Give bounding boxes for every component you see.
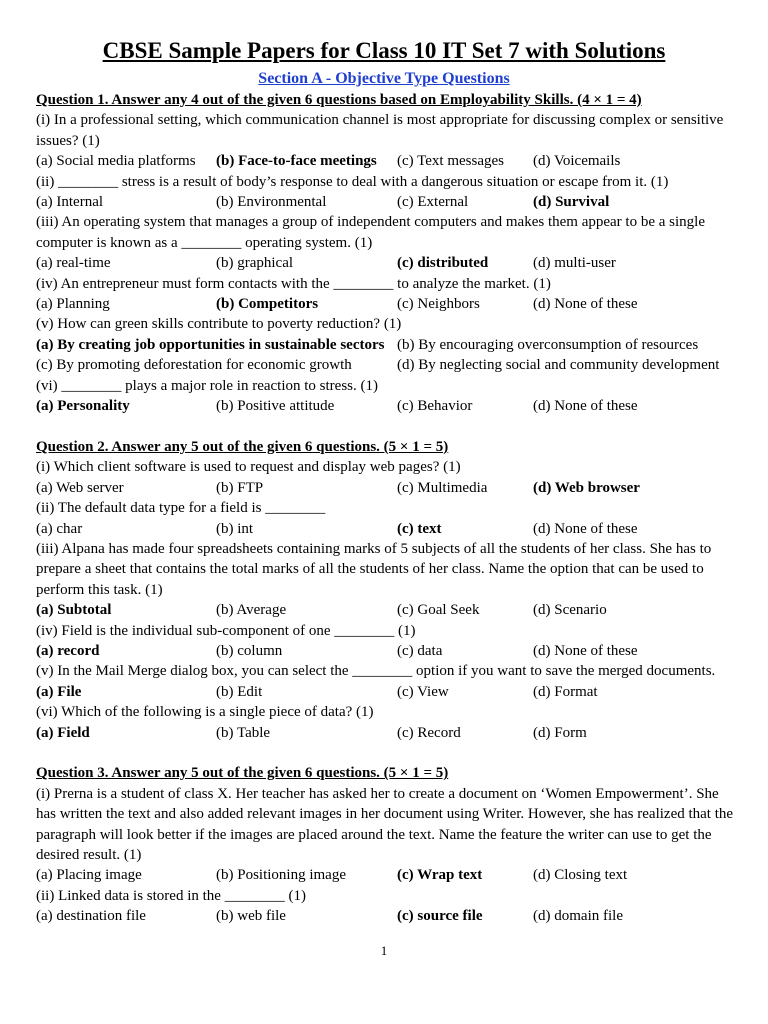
- options-row: [36, 641, 736, 661]
- question-text: (i) In a professional setting, which communication channel is most appropriate for discussing complex or sensitive issues? (1): [36, 112, 724, 149]
- document-body: [36, 90, 736, 927]
- options-row: [36, 906, 736, 926]
- options-row: [36, 253, 736, 273]
- question-3-heading: Question 3. Answer any 5 out of the given 6 questions. (5 × 1 = 5): [36, 765, 449, 782]
- option-c: (c) View: [397, 683, 449, 700]
- option-b: (b) Environmental: [216, 194, 327, 211]
- option-a: (a) Web server: [36, 479, 124, 496]
- option-b-answer: (b) Face-to-face meetings: [216, 153, 377, 170]
- options-row: [36, 396, 736, 416]
- question-text: (vi) ________ plays a major role in reaction to stress. (1): [36, 377, 378, 394]
- option-b: (b) By encouraging overconsumption of resources: [397, 336, 699, 353]
- option-c-answer: (c) source file: [397, 908, 483, 925]
- spacer: [36, 417, 736, 437]
- option-a: (a) real-time: [36, 255, 111, 272]
- option-a-answer: (a) Personality: [36, 398, 130, 415]
- question-text: (v) In the Mail Merge dialog box, you can select the ________ option if you want to save the merged documents.: [36, 663, 716, 680]
- option-d: (d) Form: [533, 724, 587, 741]
- option-b: (b) column: [216, 642, 283, 659]
- question-text: (iii) An operating system that manages a group of independent computers and makes them appear to be a single computer is known as a ________ operating system. (1): [36, 214, 705, 251]
- option-a: (a) Social media platforms: [36, 153, 196, 170]
- options-row: [36, 865, 736, 885]
- option-b: (b) Table: [216, 724, 271, 741]
- option-c: (c) data: [397, 642, 443, 659]
- options-row: [36, 355, 736, 375]
- option-c-answer: (c) text: [397, 520, 442, 537]
- option-a-answer: (a) Subtotal: [36, 602, 112, 619]
- option-d: (d) None of these: [533, 398, 638, 415]
- option-d: (d) By neglecting social and community development: [397, 357, 720, 374]
- option-c-answer: (c) distributed: [397, 255, 489, 272]
- option-a: (a) Planning: [36, 296, 110, 313]
- spacer: [36, 743, 736, 763]
- option-c: (c) External: [397, 194, 469, 211]
- option-d: (d) multi-user: [533, 255, 616, 272]
- question-text: (iv) An entrepreneur must form contacts with the ________ to analyze the market. (1): [36, 275, 551, 292]
- option-d-answer: (d) Web browser: [533, 479, 640, 496]
- option-d: (d) None of these: [533, 642, 638, 659]
- option-a-answer: (a) By creating job opportunities in sustainable sectors: [36, 336, 385, 353]
- question-2-heading: Question 2. Answer any 5 out of the given 6 questions. (5 × 1 = 5): [36, 438, 449, 455]
- section-heading: Section A - Objective Type Questions: [258, 70, 510, 87]
- page-number: 1: [380, 943, 388, 958]
- option-b: (b) Average: [216, 602, 287, 619]
- option-b: (b) graphical: [216, 255, 294, 272]
- options-row: [36, 519, 736, 539]
- option-c: (c) By promoting deforestation for economic growth: [36, 357, 352, 374]
- option-b: (b) FTP: [216, 479, 264, 496]
- options-row: [36, 335, 736, 355]
- option-d: (d) Closing text: [533, 867, 628, 884]
- option-d-answer: (d) Survival: [533, 194, 610, 211]
- question-text: (v) How can green skills contribute to poverty reduction? (1): [36, 316, 402, 333]
- option-b: (b) int: [216, 520, 254, 537]
- options-row: [36, 151, 736, 171]
- option-c: (c) Neighbors: [397, 296, 480, 313]
- options-row: [36, 192, 736, 212]
- question-text: (vi) Which of the following is a single piece of data? (1): [36, 704, 374, 721]
- option-a: (a) char: [36, 520, 83, 537]
- options-row: [36, 682, 736, 702]
- option-d: (d) Scenario: [533, 602, 607, 619]
- option-c: (c) Behavior: [397, 398, 473, 415]
- options-row: [36, 294, 736, 314]
- option-a: (a) destination file: [36, 908, 146, 925]
- question-text: (iv) Field is the individual sub-component of one ________ (1): [36, 622, 416, 639]
- option-a: (a) Placing image: [36, 867, 142, 884]
- option-a-answer: (a) Field: [36, 724, 90, 741]
- option-d: (d) domain file: [533, 908, 623, 925]
- option-b-answer: (b) Competitors: [216, 296, 319, 313]
- option-b: (b) Positive attitude: [216, 398, 335, 415]
- question-text: (ii) Linked data is stored in the ________ (1): [36, 887, 306, 904]
- option-b: (b) Edit: [216, 683, 263, 700]
- option-c: (c) Goal Seek: [397, 602, 480, 619]
- option-c: (c) Multimedia: [397, 479, 488, 496]
- option-d: (d) Format: [533, 683, 598, 700]
- options-row: [36, 600, 736, 620]
- option-c: (c) Record: [397, 724, 461, 741]
- question-text: (i) Which client software is used to request and display web pages? (1): [36, 459, 461, 476]
- question-text: (iii) Alpana has made four spreadsheets containing marks of 5 subjects of all the students of her class. She has to prepare a sheet that contains the total marks of all the students of her class. Name the option that can be used to perform this task. (1): [36, 540, 712, 598]
- option-b: (b) web file: [216, 908, 286, 925]
- question-text: (i) Prerna is a student of class X. Her teacher has asked her to create a document on ‘Women Empowerment’. She has written the text and also added relevant images in her document using Writer. However, she has realized that the paragraph will look better if the images are placed around the text. Name the feature the writer can use to get the desired result. (1): [36, 785, 734, 863]
- option-c-answer: (c) Wrap text: [397, 867, 483, 884]
- question-text: (ii) ________ stress is a result of body’s response to deal with a dangerous situation or escape from it. (1): [36, 173, 669, 190]
- option-a-answer: (a) record: [36, 642, 100, 659]
- option-a-answer: (a) File: [36, 683, 82, 700]
- option-b: (b) Positioning image: [216, 867, 346, 884]
- question-text: (ii) The default data type for a field is ________: [36, 500, 326, 517]
- document-title: CBSE Sample Papers for Class 10 IT Set 7 with Solutions: [102, 38, 666, 63]
- options-row: [36, 478, 736, 498]
- option-a: (a) Internal: [36, 194, 104, 211]
- option-d: (d) None of these: [533, 520, 638, 537]
- option-d: (d) Voicemails: [533, 153, 621, 170]
- question-1-heading: Question 1. Answer any 4 out of the given 6 questions based on Employability Skills. (4 × 1 = 4): [36, 92, 642, 108]
- option-d: (d) None of these: [533, 296, 638, 313]
- option-c: (c) Text messages: [397, 153, 504, 170]
- options-row: [36, 723, 736, 743]
